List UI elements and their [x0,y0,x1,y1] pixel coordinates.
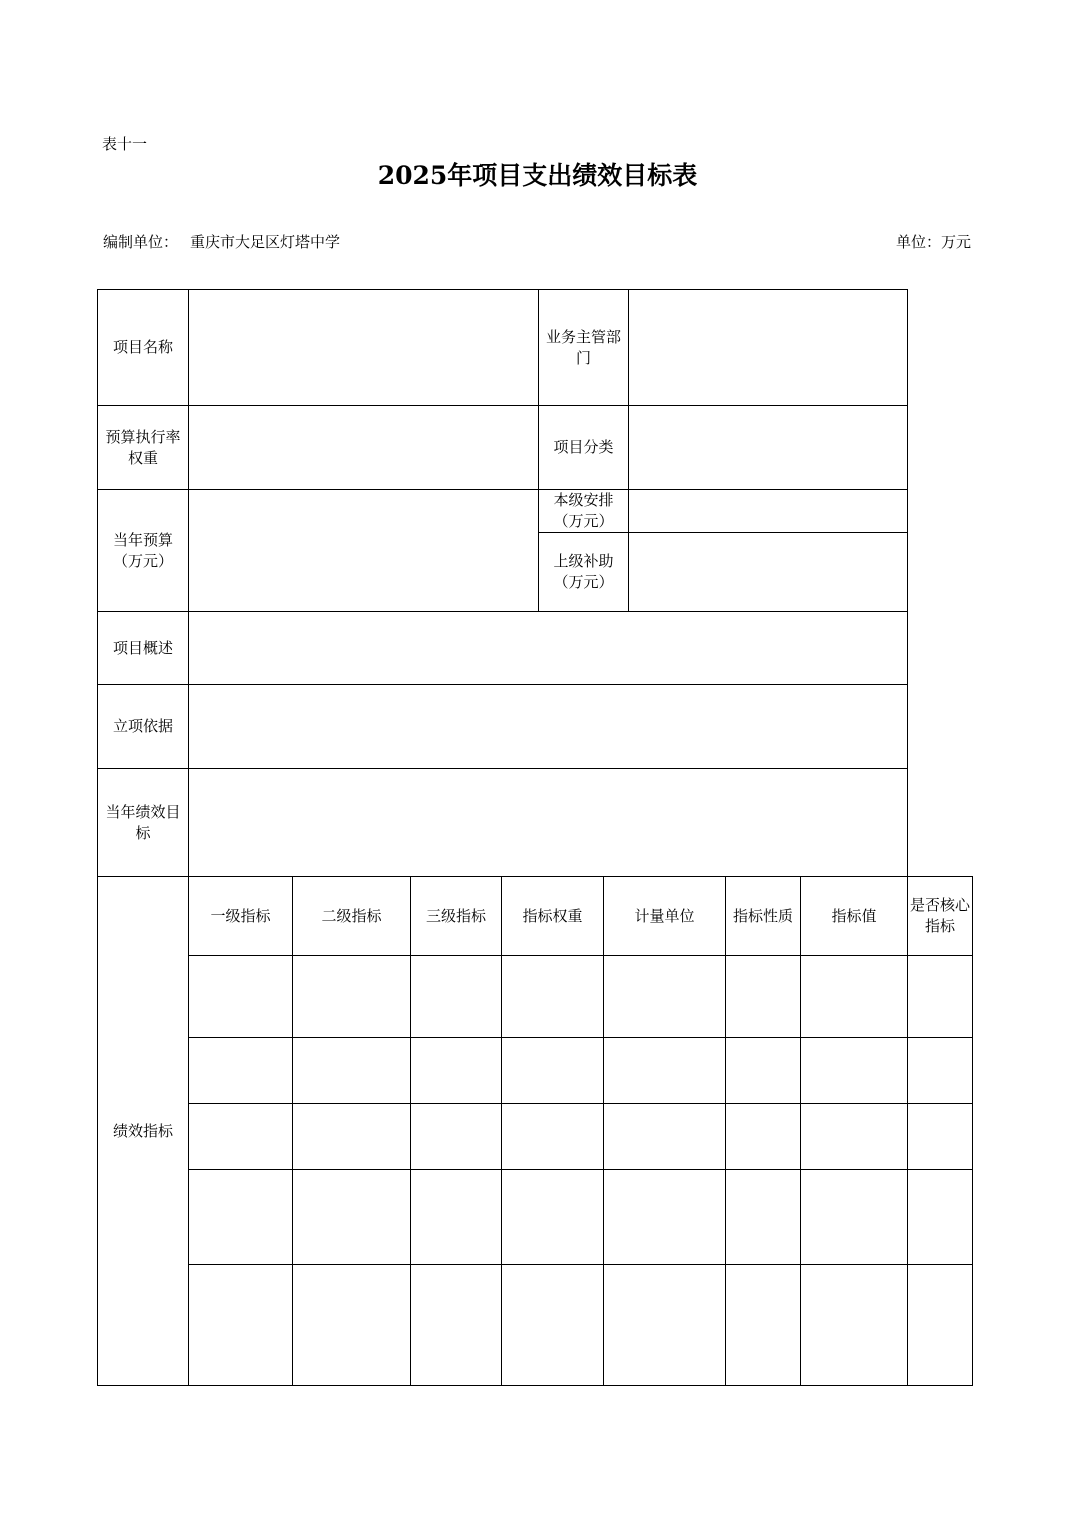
annual-goal-label-line1: 当年绩效目 [105,802,181,821]
table-row [98,956,973,1038]
table-cell[interactable] [908,1170,973,1265]
table-cell[interactable] [604,1265,726,1386]
header-level2-indicator: 二级指标 [293,877,411,956]
annual-goal-value[interactable] [189,769,908,877]
budget-rate-weight-value[interactable] [189,406,539,490]
unit-label: 单位：万元 [895,233,971,251]
budget-rate-label-line1: 预算执行率 [105,427,181,446]
table-cell[interactable] [726,1104,801,1170]
department-value[interactable] [629,290,908,406]
table-cell[interactable] [293,1170,411,1265]
budget-rate-weight-label [98,406,189,490]
table-cell[interactable] [189,1265,293,1386]
project-overview-label: 项目概述 [98,612,189,685]
table-cell[interactable] [293,956,411,1038]
header-indicator-weight: 指标权重 [502,877,604,956]
performance-indicators-label: 绩效指标 [98,877,189,1386]
table-cell[interactable] [411,1170,502,1265]
organization-label: 编制单位： [103,233,179,251]
table-cell[interactable] [726,956,801,1038]
table-cell[interactable] [604,1104,726,1170]
header-level3-indicator: 三级指标 [411,877,502,956]
table-row [98,1038,973,1104]
table-cell[interactable] [502,1265,604,1386]
table-cell[interactable] [908,956,973,1038]
table-cell[interactable] [604,956,726,1038]
header-indicator-value: 指标值 [801,877,908,956]
project-category-value[interactable] [629,406,908,490]
budget-rate-label-line2: 权重 [127,448,158,467]
table-cell[interactable] [801,1170,908,1265]
local-arrangement-value[interactable] [629,490,908,533]
table-cell[interactable] [502,956,604,1038]
annual-budget-label-line1: 当年预算 [112,530,173,549]
table-number-label: 表十一 [102,135,148,153]
table-cell[interactable] [293,1038,411,1104]
table-cell[interactable] [604,1170,726,1265]
table-cell[interactable] [726,1170,801,1265]
annual-budget-label [98,490,189,612]
table-cell[interactable] [189,1104,293,1170]
annual-budget-value[interactable] [189,490,539,612]
table-cell[interactable] [502,1038,604,1104]
page-title: 2025年项目支出绩效目标表 [377,161,698,190]
superior-subsidy-value[interactable] [629,533,908,612]
table-cell[interactable] [189,1170,293,1265]
table-cell[interactable] [801,1265,908,1386]
table-cell[interactable] [411,1104,502,1170]
table-cell[interactable] [801,1038,908,1104]
table-cell[interactable] [189,1038,293,1104]
table-cell[interactable] [801,956,908,1038]
project-basis-label: 立项依据 [98,685,189,769]
annual-goal-label-line2: 标 [135,823,151,842]
department-label: 业务主管部门 [539,290,629,406]
table-cell[interactable] [502,1170,604,1265]
project-overview-value[interactable] [189,612,908,685]
superior-subsidy-label: 上级补助（万元） [539,533,629,612]
project-basis-value[interactable] [189,685,908,769]
table-cell[interactable] [411,956,502,1038]
table-cell[interactable] [411,1265,502,1386]
header-is-core-indicator: 是否核心指标 [908,877,973,956]
header-level1-indicator: 一级指标 [189,877,293,956]
table-row [98,1170,973,1265]
table-cell[interactable] [726,1265,801,1386]
header-measure-unit: 计量单位 [604,877,726,956]
table-cell[interactable] [908,1038,973,1104]
table-cell[interactable] [908,1265,973,1386]
table-cell[interactable] [502,1104,604,1170]
header-indicator-nature: 指标性质 [726,877,801,956]
table-cell[interactable] [908,1104,973,1170]
table-cell[interactable] [293,1104,411,1170]
performance-target-table [97,289,973,1386]
project-name-label: 项目名称 [98,290,189,406]
project-name-value[interactable] [189,290,539,406]
table-cell[interactable] [801,1104,908,1170]
local-arrangement-label: 本级安排（万元） [539,490,629,533]
table-cell[interactable] [189,956,293,1038]
organization-line [103,231,340,252]
annual-goal-label [98,769,189,877]
table-row [98,1265,973,1386]
annual-budget-label-line2: （万元） [112,551,173,570]
organization-name: 重庆市大足区灯塔中学 [190,233,341,251]
table-cell[interactable] [726,1038,801,1104]
table-row [98,1104,973,1170]
project-category-label: 项目分类 [539,406,629,490]
table-cell[interactable] [293,1265,411,1386]
table-cell[interactable] [604,1038,726,1104]
table-cell[interactable] [411,1038,502,1104]
